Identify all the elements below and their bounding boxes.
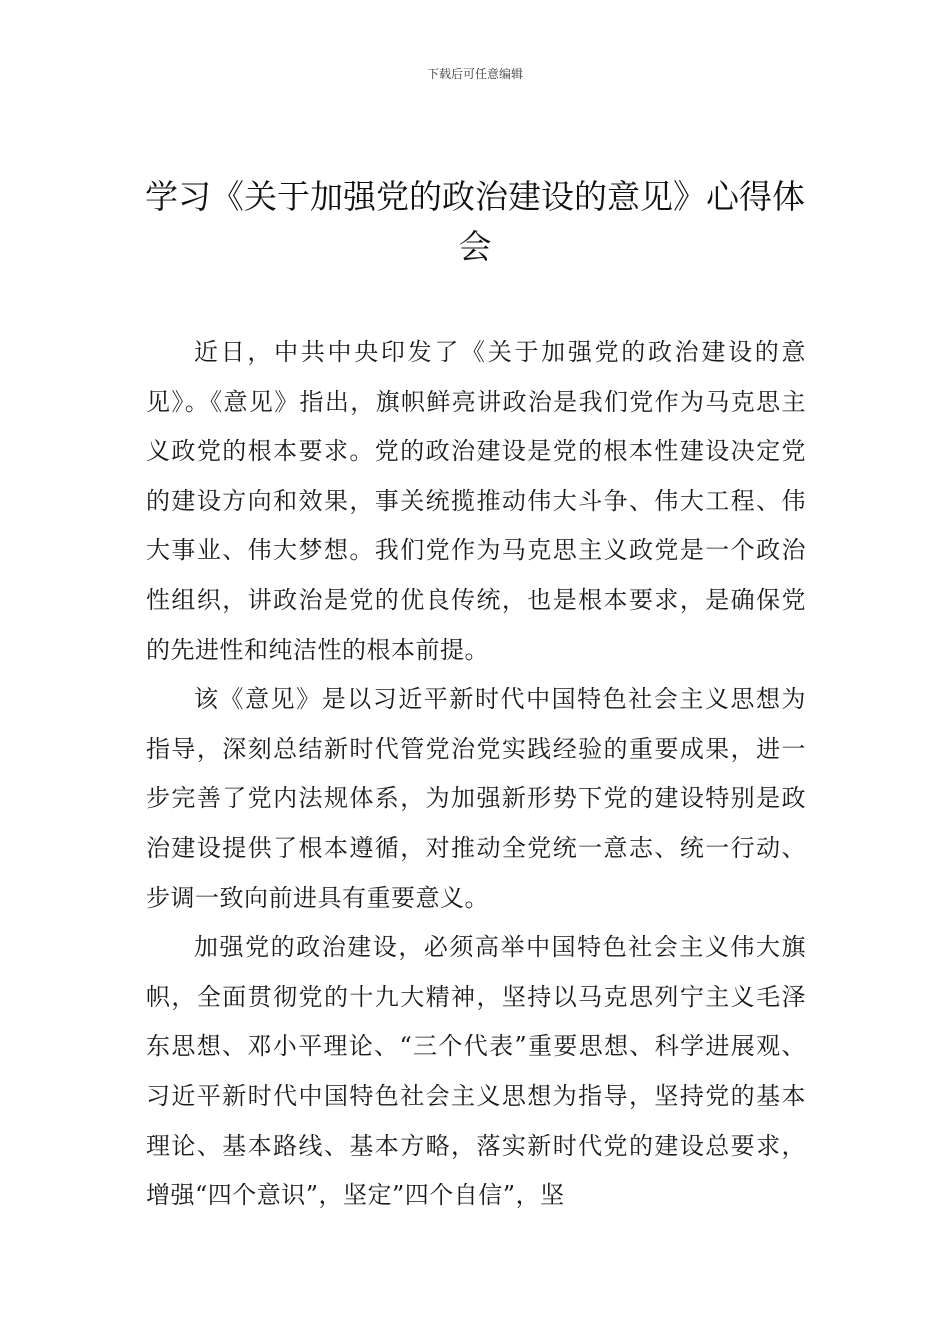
- document-title: 学习《关于加强党的政治建设的意见》心得体会: [145, 177, 805, 266]
- paragraph: 加强党的政治建设，必须高举中国特色社会主义伟大旗帜，全面贯彻党的十九大精神，坚持以马克思列宁主义毛泽东思想、邓小平理论、“三个代表”重要思想、科学进展观、习近平新时代中国特色社会主义思想为指导，坚持党的基本理论、基本路线、基本方略，落实新时代党的建设总要求，增强“四个意识”，坚定”四个自信”，坚: [146, 933, 806, 1210]
- document-body: [146, 328, 806, 1221]
- paragraph: 该《意见》是以习近平新时代中国特色社会主义思想为指导，深刻总结新时代管党治党实践经验的重要成果，进一步完善了党内法规体系，为加强新形势下党的建设特别是政治建设提供了根本遵循，对推动全党统一意志、统一行动、步调一致向前进具有重要意义。: [146, 685, 806, 912]
- header-note: 下载后可任意编辑: [426, 67, 523, 81]
- paragraph: 近日，中共中央印发了《关于加强党的政治建设的意见》。《意见》指出，旗帜鲜亮讲政治是我们党作为马克思主义政党的根本要求。党的政治建设是党的根本性建设决定党的建设方向和效果，事关统揽推动伟大斗争、伟大工程、伟大事业、伟大梦想。我们党作为马克思主义政党是一个政治性组织，讲政治是党的优良传统，也是根本要求，是确保党的先进性和纯洁性的根本前提。: [146, 338, 806, 664]
